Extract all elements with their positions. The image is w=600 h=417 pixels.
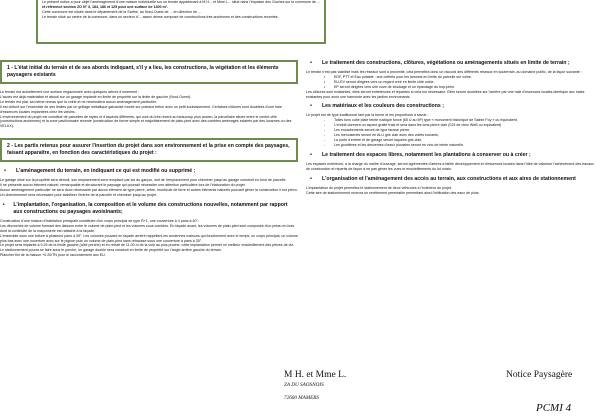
bullet-title: Les matériaux et les couleurs des constructions ; bbox=[322, 103, 444, 110]
list-item: - Les gouttières et les descentes d'eaux pluviales seront en zinc de teinte naturelle. bbox=[334, 143, 598, 148]
paragraph: L'environnement du projet est constitué de parcelles de styles et d'aspects différents, qui vont du très récent au beaucoup plus ancien, la parcellaire située entre le centre-ville (constructions anciennes) et la zone pavillonnaire récente (construction de forme simple et majoritairement de plain-pied avec des combles aménagés éclairés par des lucarnes ou des VELUX). bbox=[0, 114, 292, 129]
bullet-icon: • bbox=[4, 168, 6, 175]
section-2-heading: 2 - Les partis retenus pour assurer l'insertion du projet dans son environnement et la prise en compte des paysages, faisant apparaître, en fonction des caractéristiques du projet : bbox=[0, 138, 298, 162]
bullet-icon: • bbox=[2, 201, 5, 208]
list-item: - Les menuiseries seront en ALU gris clair avec des volets roulants, bbox=[334, 133, 598, 138]
list-item: • EP seront dirigées vers une cuve de stockage et un épandage du trop-plein. bbox=[334, 85, 598, 90]
paragraph: L'ensemble sous une toiture à plusieurs pans à 35°. Les volumes pouvant en façade arrière rappellent les anciennes maisons qui fonctionnent avec le temps, un corps principal, un volume plus bas avec une ouverture avec sur le pignon puis un volume de plain-pied sans rehausse sous une couverture à pans à 35°. bbox=[0, 233, 298, 243]
intro-line: Cette commune est située dans le département de la Sarthe, au Nord-Ouest de ... en direction de ... bbox=[42, 9, 202, 14]
paragraph: Le terrain n'est pas viabilisé mais les réseaux sont à proximité, cela permettra donc un raccord des différents réseaux en souterrain, au domaine public, de la façon suivante : bbox=[306, 70, 582, 74]
bullet-heading-materiaux bbox=[306, 103, 598, 110]
paragraph: Le garage situé sur la propriété sera démoli, son emplacement sera remplacé par sol du garçon, suit de l'emplacement pour cheminer jusqu'au garage construit en fond de parcelle. bbox=[0, 178, 287, 183]
bullet-title: L'aménagement du terrain, en indiquant ce qui est modifié ou supprimé ; bbox=[16, 168, 196, 175]
paragraph: Le terrain est actuellement une surface engazonnée avec quelques arbres d'ornement : bbox=[0, 90, 140, 94]
bullet-heading-implantation bbox=[0, 202, 298, 216]
owner-names: M H. et Mme L. bbox=[284, 370, 347, 380]
intro-line: et référencé section ZO N° 3, 184, 186 et 125 pour une surface de 1400 m². bbox=[42, 4, 168, 9]
paragraph: Un cheminement sera nécessaire pour stabiliser l'entrée de la parcelle et cheminer jusqu'au projet. bbox=[0, 192, 157, 197]
traitement-text bbox=[306, 70, 598, 99]
owner-city: 72600 MAMERS bbox=[284, 395, 320, 401]
paragraph: Plancher fini de la maison +0.20/TN pour le raccordement aux EU. bbox=[0, 253, 106, 258]
bullet-icon: • bbox=[310, 60, 312, 66]
bullet-heading-terrain bbox=[0, 168, 298, 175]
paragraph: Les décrochés de volume formant des liaisons entre le volume de plain-pied et les volumes sous combles. En façade avant, les volumes de plain-pied sont composés d'un préau en bois dont la continuité de la maçonnerie est rattaché à la façade. bbox=[0, 223, 295, 233]
bullet-title: L'organisation et l'aménagement des accès au terrain, aux constructions et aux aires de stationnement bbox=[322, 175, 576, 182]
page-footer bbox=[0, 362, 600, 417]
paragraph: Les espaces extérieurs, à la charge du maître d'ouvrage, seront agrémentés d'arbres à faible développement et d'essences locales dans l'idée de valoriser l'achèvement des travaux de construction et répartis de façon à ne pas gêner les vues et ensoleillements du lot voisin. bbox=[306, 161, 594, 171]
paragraph: Le projet est de type traditionnel tant par la forme et les proportions à savoir : bbox=[306, 113, 429, 118]
intro-line: Le présent notice a pour objet l'aménagement d'une maison individuelle sur un terrain appartenant à M H... et Mme L... situé dans l'impasse des Ouches sur la commune de ... bbox=[42, 0, 320, 4]
document-title: Notice Paysagère bbox=[506, 370, 573, 380]
bullet-icon: • bbox=[310, 175, 312, 182]
materiaux-text bbox=[306, 113, 598, 147]
network-list bbox=[306, 75, 598, 90]
list-item: - Les encadrements seront de type fausse pierre, bbox=[334, 128, 598, 133]
implantation-text bbox=[0, 219, 298, 258]
paragraph: L'accès est déjà matérialisé et abouti sur un garage implanté en limite de propriété sur la limite de gauche (Nord-Ouest). bbox=[0, 94, 192, 99]
document-code: PCMI 4 bbox=[536, 402, 572, 414]
list-item: - La porte d'entrée et de garage seront laquées gris clair, bbox=[334, 138, 598, 143]
list-item: • EU-EV seront dirigées vers un regard créé en limite côté voirie. bbox=[334, 80, 598, 85]
terrain-text bbox=[0, 178, 298, 198]
acces-text bbox=[306, 186, 598, 196]
bullet-heading-espaces bbox=[306, 152, 598, 159]
list-item: - L'enduit donnera un aspect gratté frais et sera dans les tons pierre clair (015 de chez WeB ou équivalent) bbox=[334, 123, 598, 128]
paragraph: Il est clôturé sur l'ensemble de ses limites par un grillage métallique galvanisé monté sur poteaux béton avec un petit soubassement. Certaines clôtures sont doublées d'une haie d'essences locales implantées chez les voisins. bbox=[0, 104, 282, 114]
left-column bbox=[0, 60, 298, 262]
list-item: • EDF, PTT et Eau potable : aux coffrets pour les besoins en limite du parcelle sur voirie. bbox=[334, 75, 598, 80]
bullet-title: L'implantation, l'organisation, la composition et le volume des constructions nouvelles, notamment par rapport aux constructions ou paysages avoisinants; bbox=[13, 201, 288, 215]
paragraph: Les clôtures sont existantes, elles seront entretenues et réparées si cela est nécessaire. Elles seront doublées sur l'arrière par une haie d'essences locales identique aux haies existantes pour avoir une harmonie avec les jardins environnants. bbox=[306, 89, 585, 99]
section-1-heading: 1 - L'état initial du terrain et de ses abords indiquant, s'il y a lieu, les constructions, la végétation et les éléments paysagers existants bbox=[0, 60, 298, 84]
paragraph: Le projet sera implanté à 9.25 de la limite gauche (côté porche) et en retrait de 11.00 m de la voie au plus proche, cette implantation permet un meilleur ensoleillement des pièces de vie. bbox=[0, 243, 295, 248]
list-item: - Toiles tons cuite plate teinte rustique foncé (65 U au M²) type « monument historique de Sainte Foy » ou équivalent, bbox=[334, 118, 598, 123]
bullet-icon: • bbox=[310, 103, 312, 110]
espaces-text bbox=[306, 162, 598, 172]
intro-line: Le terrain situé au centre de la commune, dans un secteur d'... assez dense composé de constructions très anciennes et des constructions récentes. bbox=[42, 14, 279, 19]
owner-zone: ZA DU SAOSNOIS bbox=[284, 382, 324, 388]
paragraph: Aucun aménagement particulier ne sera donc nécessaire par aucun élément de type pierre, arbre, monticule de terre et autres éléments naturels pouvant gêner la construction n'est prévu. bbox=[0, 188, 298, 193]
paragraph: L'implantation du projet permettra le stationnement de deux véhicules à l'extérieur du projet. bbox=[306, 185, 453, 190]
paragraph: Le stationnement pourra se faire sous le porche, un garage double sera construit en limite de propriété sur l'angle arrière gauche du terrain. bbox=[0, 248, 222, 253]
paragraph: Cette aire de stationnement recevra un revêtement perméable permettant ainsi l'infiltration des eaux de pluie. bbox=[306, 190, 480, 195]
right-column bbox=[306, 60, 598, 199]
bullet-title: Le traitement des constructions, clôtures, végétations ou aménagements situés en limite de terrain ; bbox=[322, 60, 570, 66]
bullet-heading-acces bbox=[306, 176, 598, 183]
bullet-heading-traitement bbox=[306, 60, 598, 67]
bullet-title: Le traitement des espaces libres, notamment les plantations à conserver ou à créer ; bbox=[322, 151, 531, 158]
paragraph: Construction d'une maison d'habitation principale constituée d'un corps principal de type R+1, une couverture à 4 pans à 40°. bbox=[0, 218, 199, 223]
section-1-text bbox=[0, 90, 298, 129]
bullet-icon: • bbox=[310, 151, 312, 158]
materials-list bbox=[306, 118, 598, 147]
paragraph: Le terrain est plat, sa même niveau que la voirie et ne nécessitera aucun aménagement particulier. bbox=[0, 99, 158, 104]
intro-box bbox=[36, 0, 326, 44]
paragraph: Il ne présente aucun élément naturel, remarquable et structurant le paysage qui pourrait nécessiter une attention particulière lors de l'élaboration du projet. bbox=[0, 183, 246, 188]
